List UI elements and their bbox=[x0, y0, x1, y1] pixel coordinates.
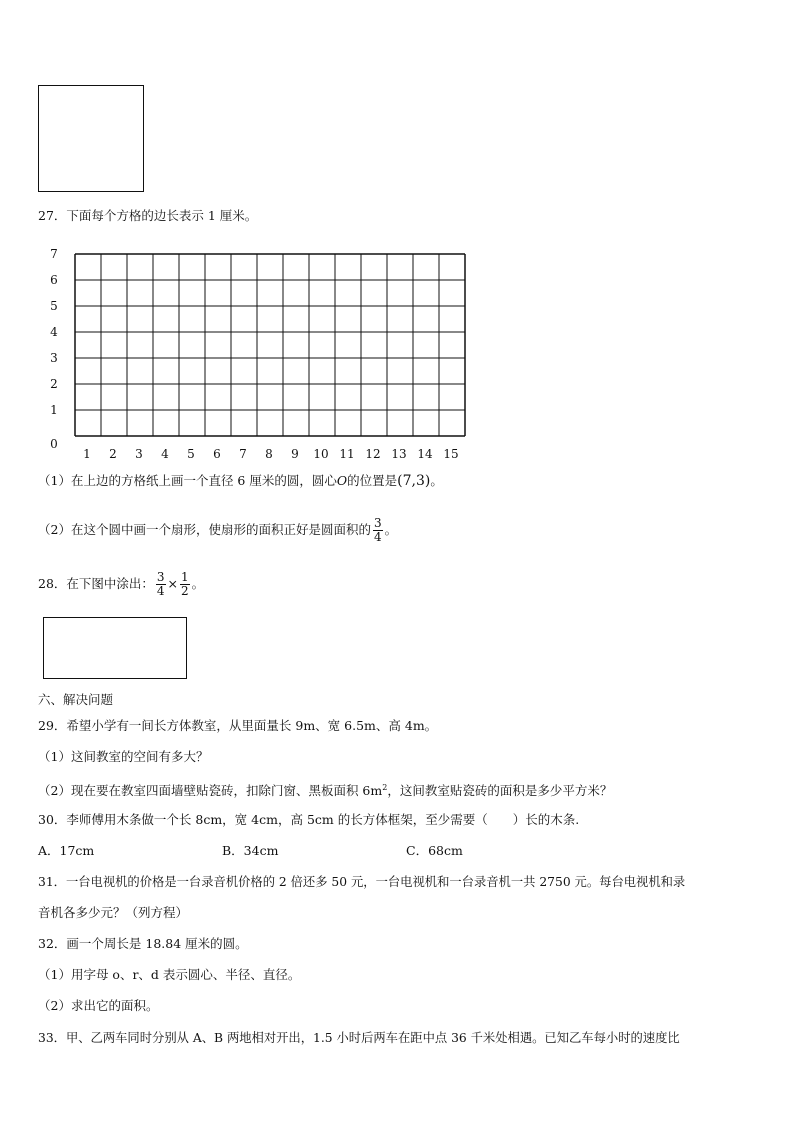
q27-frac-num: 3 bbox=[373, 516, 382, 530]
answer-box-top bbox=[38, 85, 144, 192]
q32-title: 32．画一个周长是 18.84 厘米的圆。 bbox=[38, 936, 248, 951]
y-tick-label: 6 bbox=[50, 273, 58, 287]
y-tick-label: 7 bbox=[50, 247, 58, 261]
q28-fraction-1 bbox=[156, 571, 166, 598]
q32-part1: （1）用字母 o、r、d 表示圆心、半径、直径。 bbox=[38, 967, 301, 982]
x-tick-label: 10 bbox=[313, 447, 329, 461]
q28-frac1-num: 3 bbox=[156, 570, 165, 584]
x-tick-label: 6 bbox=[213, 447, 221, 461]
q30-option-c: C．68cm bbox=[406, 843, 463, 858]
q28-frac2-den: 2 bbox=[181, 584, 189, 598]
y-tick-label: 1 bbox=[50, 403, 58, 417]
x-tick-label: 13 bbox=[391, 447, 407, 461]
q29-part2-text-a: （2）现在要在教室四面墙壁贴瓷砖，扣除门窗、黑板面积 6m bbox=[38, 783, 383, 799]
x-tick-label: 12 bbox=[365, 447, 381, 461]
q32-part2: （2）求出它的面积。 bbox=[38, 998, 159, 1013]
x-tick-label: 8 bbox=[265, 447, 273, 461]
q27-part1-text-a: （1）在上边的方格纸上画一个直径 6 厘米的圆，圆心 bbox=[38, 473, 337, 488]
q28-text: 28．在下图中涂出： bbox=[38, 576, 154, 591]
q27-center-symbol: O bbox=[336, 473, 348, 488]
x-tick-label: 3 bbox=[135, 447, 143, 461]
x-tick-label: 4 bbox=[161, 447, 169, 461]
x-tick-label: 1 bbox=[83, 447, 91, 461]
q27-center-point: (7,3) bbox=[397, 473, 431, 489]
y-tick-label: 2 bbox=[50, 377, 58, 391]
section-heading: 六、解决问题 bbox=[38, 692, 114, 707]
x-tick-label: 14 bbox=[417, 447, 433, 461]
q29-title: 29．希望小学有一间长方体教室，从里面量长 9m、宽 6.5m、高 4m。 bbox=[38, 718, 438, 733]
q30-title: 30．李师傅用木条做一个长 8cm，宽 4cm，高 5cm 的长方体框架，至少需要（ ）长的木条. bbox=[38, 812, 580, 827]
q33-line1: 33．甲、乙两车同时分别从 A、B 两地相对开出，1.5 小时后两车在距中点 36 千米处相遇。已知乙车每小时的速度比 bbox=[38, 1031, 680, 1045]
q27-part2-end: 。 bbox=[384, 522, 398, 537]
q30-option-b: B．34cm bbox=[222, 843, 279, 858]
q27-part1 bbox=[38, 473, 443, 489]
q29-part2-sup: 2 bbox=[382, 783, 388, 792]
y-tick-label: 5 bbox=[50, 299, 58, 313]
q28-end: 。 bbox=[191, 576, 205, 591]
q28-frac2-num: 1 bbox=[181, 570, 189, 584]
q28-times: × bbox=[167, 576, 179, 591]
x-tick-label: 15 bbox=[443, 447, 459, 461]
x-tick-label: 9 bbox=[291, 447, 299, 461]
q28-rectangle bbox=[43, 617, 187, 679]
x-tick-label: 2 bbox=[109, 447, 117, 461]
q28-frac1-den: 4 bbox=[156, 584, 165, 598]
grid-paper bbox=[40, 244, 480, 461]
x-tick-label: 5 bbox=[187, 447, 195, 461]
x-tick-label: 11 bbox=[339, 447, 355, 461]
y-tick-label: 3 bbox=[50, 351, 58, 365]
q27-part1-text-b: 的位置是 bbox=[347, 473, 398, 488]
x-tick-label: 7 bbox=[239, 447, 247, 461]
y-tick-label: 4 bbox=[50, 325, 58, 339]
q31-line2: 音机各多少元？（列方程） bbox=[38, 905, 189, 920]
q28-title bbox=[38, 571, 204, 598]
y-tick-label: 0 bbox=[50, 437, 58, 451]
q27-part2-text-a: （2）在这个圆中画一个扇形，使扇形的面积正好是圆面积的 bbox=[38, 522, 371, 537]
q27-part1-end: 。 bbox=[430, 473, 443, 488]
q31-line1: 31．一台电视机的价格是一台录音机价格的 2 倍还多 50 元，一台电视机和一台录音机一共 2750 元。每台电视机和录 bbox=[38, 875, 686, 889]
q29-part2 bbox=[38, 780, 612, 799]
q27-title: 27．下面每个方格的边长表示 1 厘米。 bbox=[38, 208, 258, 223]
q30-option-a: A．17cm bbox=[38, 843, 95, 858]
q27-fraction bbox=[373, 517, 383, 544]
q27-part2 bbox=[38, 517, 397, 544]
q27-frac-den: 4 bbox=[373, 530, 382, 544]
q29-part2-text-b: ，这间教室贴瓷砖的面积是多少平方米？ bbox=[387, 783, 613, 799]
q29-part1: （1）这间教室的空间有多大？ bbox=[38, 749, 209, 764]
q28-fraction-2 bbox=[180, 571, 190, 598]
